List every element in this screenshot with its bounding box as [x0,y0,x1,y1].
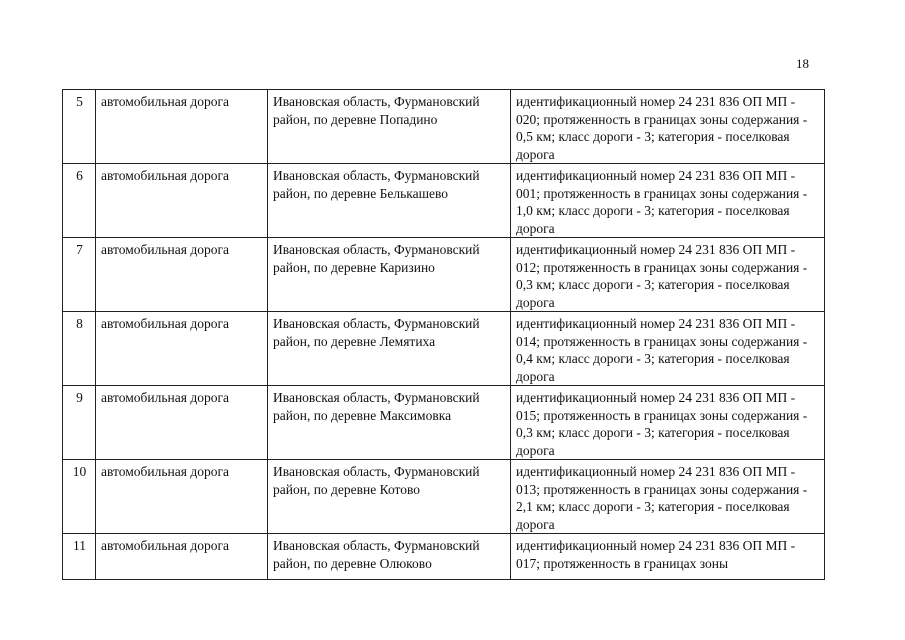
road-type: автомобильная дорога [96,90,268,164]
roads-table [62,89,825,580]
road-location: Ивановская область, Фурмановский район, по деревне Олюково [268,534,511,580]
road-description: идентификационный номер 24 231 836 ОП МП - 012; протяженность в границах зоны содержания - 0,3 км; класс дороги - 3; категория - поселковая дорога [511,238,825,312]
road-description: идентификационный номер 24 231 836 ОП МП - 013; протяженность в границах зоны содержания - 2,1 км; класс дороги - 3; категория - поселковая дорога [511,460,825,534]
road-description: идентификационный номер 24 231 836 ОП МП - 014; протяженность в границах зоны содержания - 0,4 км; класс дороги - 3; категория - поселковая дорога [511,312,825,386]
road-description: идентификационный номер 24 231 836 ОП МП - 020; протяженность в границах зоны содержания - 0,5 км; класс дороги - 3; категория - поселковая дорога [511,90,825,164]
row-number: 7 [63,238,96,312]
road-type: автомобильная дорога [96,238,268,312]
row-number: 11 [63,534,96,580]
table-row [63,534,825,580]
table-row [63,90,825,164]
road-location: Ивановская область, Фурмановский район, по деревне Котово [268,460,511,534]
table-row [63,386,825,460]
road-description: идентификационный номер 24 231 836 ОП МП - 001; протяженность в границах зоны содержания - 1,0 км; класс дороги - 3; категория - поселковая дорога [511,164,825,238]
road-type: автомобильная дорога [96,312,268,386]
road-location: Ивановская область, Фурмановский район, по деревне Лемятиха [268,312,511,386]
road-type: автомобильная дорога [96,164,268,238]
table-row [63,312,825,386]
row-number: 6 [63,164,96,238]
page-number: 18 [796,56,809,71]
row-number: 10 [63,460,96,534]
road-type: автомобильная дорога [96,386,268,460]
road-location: Ивановская область, Фурмановский район, по деревне Белькашево [268,164,511,238]
road-type: автомобильная дорога [96,460,268,534]
row-number: 5 [63,90,96,164]
road-description: идентификационный номер 24 231 836 ОП МП - 017; протяженность в границах зоны [511,534,825,580]
road-location: Ивановская область, Фурмановский район, по деревне Попадино [268,90,511,164]
row-number: 9 [63,386,96,460]
road-type: автомобильная дорога [96,534,268,580]
table-row [63,164,825,238]
table-row [63,460,825,534]
table-row [63,238,825,312]
road-description: идентификационный номер 24 231 836 ОП МП - 015; протяженность в границах зоны содержания - 0,3 км; класс дороги - 3; категория - поселковая дорога [511,386,825,460]
road-location: Ивановская область, Фурмановский район, по деревне Максимовка [268,386,511,460]
road-location: Ивановская область, Фурмановский район, по деревне Каризино [268,238,511,312]
row-number: 8 [63,312,96,386]
